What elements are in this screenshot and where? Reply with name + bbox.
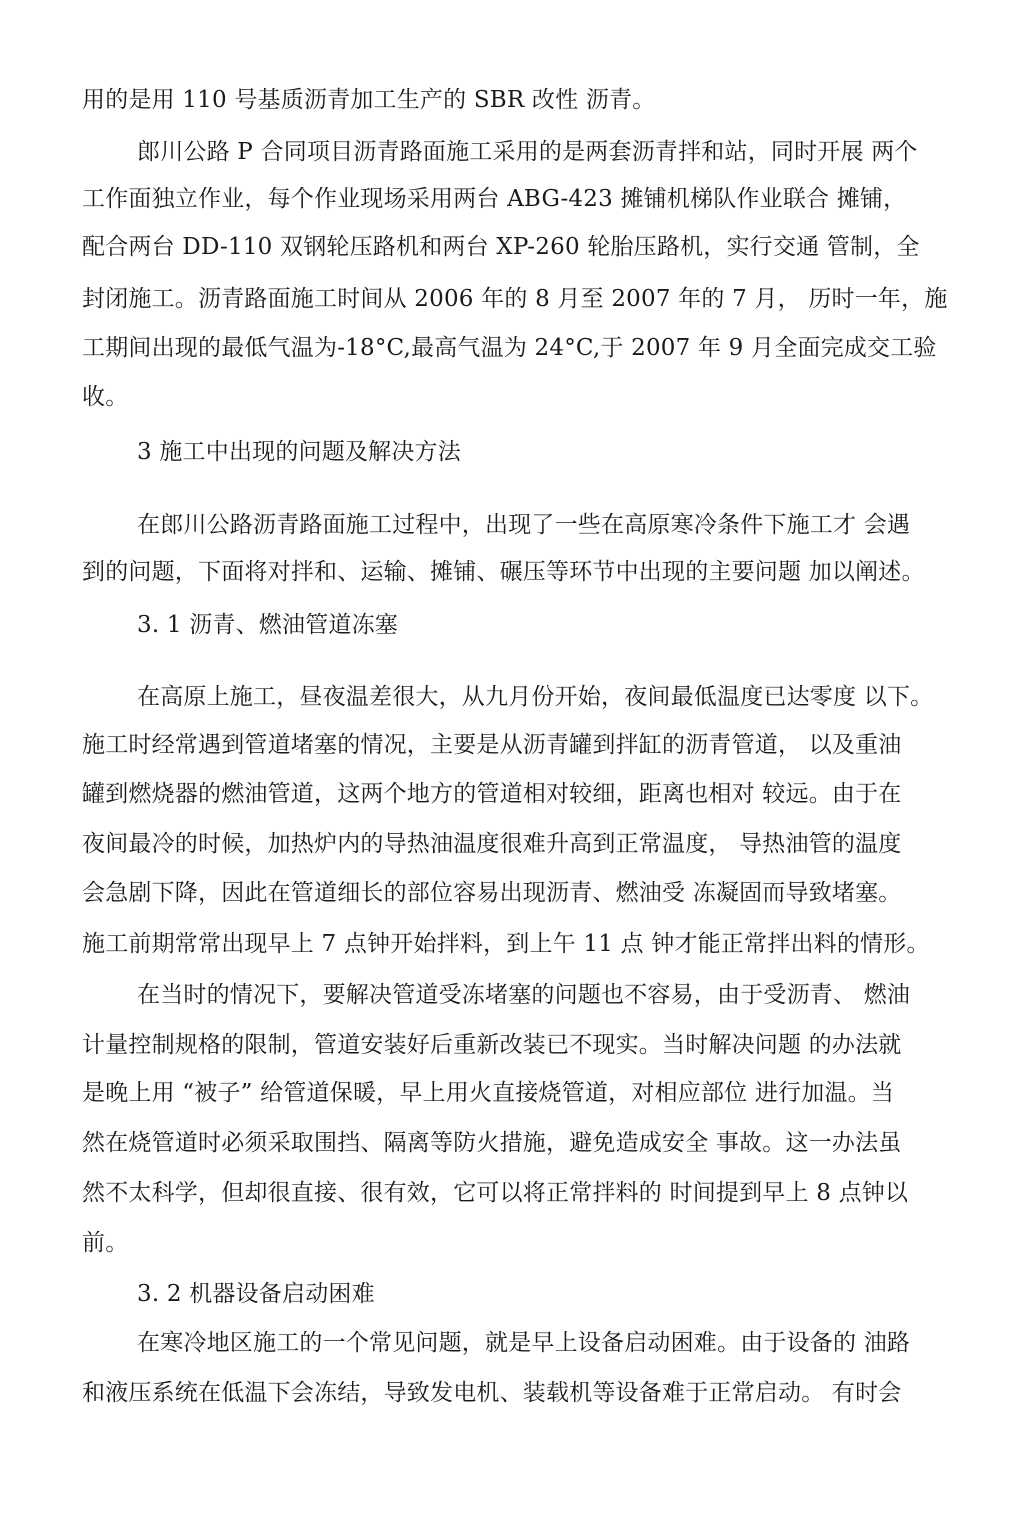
paragraph-line: 郎川公路 P 合同项目沥青路面施工采用的是两套沥青拌和站，同时开展 两个 xyxy=(137,139,918,165)
text-line: 到的问题，下面将对拌和、运输、摊铺、碾压等环节中出现的主要问题 加以阐述。 xyxy=(82,559,925,585)
text-line: 前。 xyxy=(82,1230,129,1256)
text-line: 收。 xyxy=(82,384,129,410)
text-line: 和液压系统在低温下会冻结，导致发电机、装载机等设备难于正常启动。 有时会 xyxy=(82,1380,902,1406)
section-heading: 3 施工中出现的问题及解决方法 xyxy=(137,439,461,465)
paragraph-line: 在寒冷地区施工的一个常见问题，就是早上设备启动困难。由于设备的 油路 xyxy=(137,1330,911,1356)
text-line: 夜间最冷的时候，加热炉内的导热油温度很难升高到正常温度， 导热油管的温度 xyxy=(82,831,902,857)
text-line: 会急剧下降，因此在管道细长的部位容易出现沥青、燃油受 冻凝固而导致堵塞。 xyxy=(82,880,902,906)
text-line: 然不太科学，但却很直接、很有效，它可以将正常拌料的 时间提到早上 8 点钟以 xyxy=(82,1180,909,1206)
text-line: 是晚上用 “被子” 给管道保暖，早上用火直接烧管道，对相应部位 进行加温。当 xyxy=(82,1080,895,1106)
subsection-heading: 3. 1 沥青、燃油管道冻塞 xyxy=(137,612,398,638)
text-line: 罐到燃烧器的燃油管道，这两个地方的管道相对较细，距离也相对 较远。由于在 xyxy=(82,781,902,807)
text-line: 施工前期常常出现早上 7 点钟开始拌料，到上午 11 点 钟才能正常拌出料的情形。 xyxy=(82,931,930,957)
text-line: 封闭施工。沥青路面施工时间从 2006 年的 8 月至 2007 年的 7 月， 历时一年，施 xyxy=(82,286,948,312)
subsection-heading: 3. 2 机器设备启动困难 xyxy=(137,1281,375,1307)
text-line: 然在烧管道时必须采取围挡、隔离等防火措施，避免造成安全 事故。这一办法虽 xyxy=(82,1130,902,1156)
text-line: 计量控制规格的限制，管道安装好后重新改装已不现实。当时解决问题 的办法就 xyxy=(82,1032,902,1058)
text-line: 施工时经常遇到管道堵塞的情况，主要是从沥青罐到拌缸的沥青管道， 以及重油 xyxy=(82,732,902,758)
paragraph-line: 在当时的情况下，要解决管道受冻堵塞的问题也不容易，由于受沥青、 燃油 xyxy=(137,982,911,1008)
paragraph-line: 在高原上施工，昼夜温差很大，从九月份开始，夜间最低温度已达零度 以下。 xyxy=(137,684,934,710)
text-line: 工期间出现的最低气温为-18°C,最高气温为 24°C,于 2007 年 9 月全面完成交工验 xyxy=(82,335,937,361)
paragraph-line: 在郎川公路沥青路面施工过程中，出现了一些在高原寒冷条件下施工才 会遇 xyxy=(137,512,911,538)
text-line: 用的是用 110 号基质沥青加工生产的 SBR 改性 沥青。 xyxy=(82,87,656,113)
text-line: 工作面独立作业，每个作业现场采用两台 ABG-423 摊铺机梯队作业联合 摊铺， xyxy=(82,186,907,212)
text-line: 配合两台 DD-110 双钢轮压路机和两台 XP-260 轮胎压路机，实行交通 管制，全 xyxy=(82,234,920,260)
